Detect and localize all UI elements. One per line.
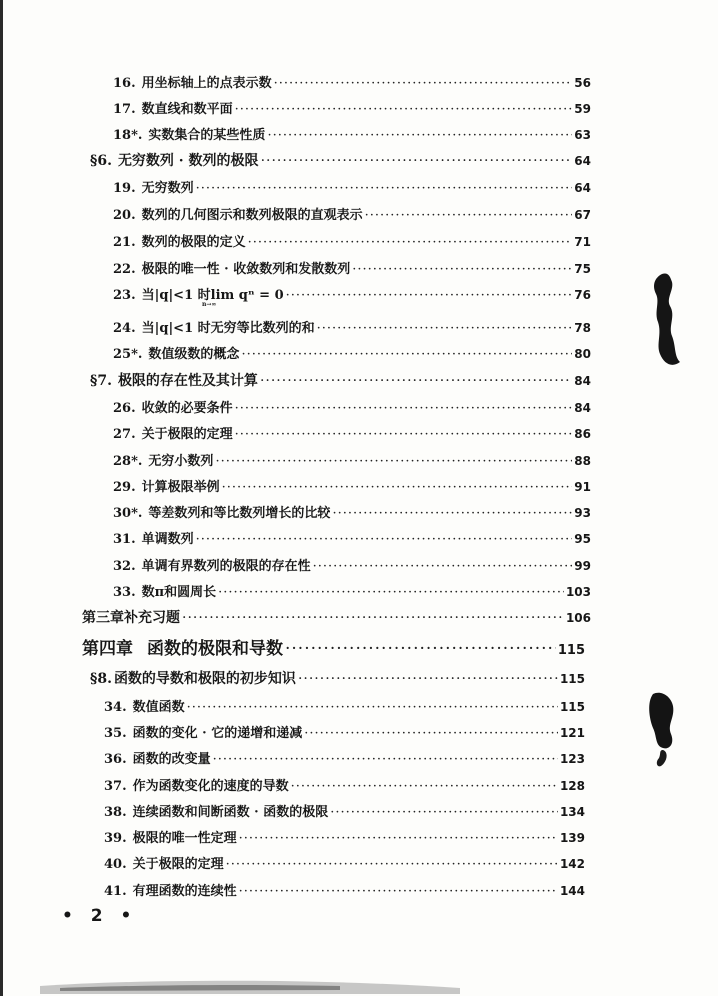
leader-dots <box>304 726 558 741</box>
toc-entry <box>113 502 591 521</box>
entry-title: 数直线和数平面 <box>141 102 233 117</box>
page-left-edge <box>0 0 3 996</box>
entry-number: 25*. <box>113 347 143 362</box>
toc-entry <box>113 204 591 223</box>
leader-dots <box>267 128 572 143</box>
entry-page: 103 <box>565 585 591 599</box>
entry-page: 93 <box>574 506 591 520</box>
leader-dots <box>218 585 564 600</box>
toc-entry <box>113 397 591 416</box>
toc-section <box>90 668 585 688</box>
entry-number: 28*. <box>113 454 143 469</box>
toc-entry <box>104 722 585 741</box>
leader-dots <box>196 532 573 547</box>
toc-entry <box>113 476 591 495</box>
entry-title: 数列的几何图示和数列极限的直观表示 <box>141 208 363 223</box>
toc-entry <box>113 423 591 442</box>
entry-title: 作为函数变化的速度的导数 <box>132 779 289 794</box>
entry-number: 31. <box>113 532 136 547</box>
toc-section <box>90 370 591 390</box>
entry-page: 123 <box>559 752 585 766</box>
entry-title: 数π和圆周长 <box>141 585 217 600</box>
entry-number: 38. <box>104 805 127 820</box>
entry-title: 计算极限举例 <box>141 480 220 495</box>
entry-number: 26. <box>113 401 136 416</box>
leader-dots <box>241 347 572 362</box>
leader-dots <box>213 752 558 767</box>
leader-dots <box>332 506 572 521</box>
toc-entry <box>104 775 585 794</box>
toc-entry <box>113 124 591 143</box>
entry-number: 18*. <box>113 128 143 143</box>
section-page: 64 <box>574 154 591 168</box>
entry-number: 21. <box>113 235 136 250</box>
section-title: 极限的存在性及其计算 <box>117 373 258 389</box>
toc-entry <box>104 748 585 767</box>
toc-entry <box>113 450 591 469</box>
entry-page: 88 <box>574 454 591 468</box>
entry-number: 20. <box>113 208 136 223</box>
entry-number: 37. <box>104 779 127 794</box>
entry-number: 29. <box>113 480 136 495</box>
entry-page: 144 <box>559 884 585 898</box>
entry-title: 无穷数列 <box>141 181 194 196</box>
entry-title: 函数的改变量 <box>132 752 211 767</box>
section-page: 115 <box>559 672 585 686</box>
toc-supplement <box>82 607 591 627</box>
entry-title: 极限的唯一性 · 收敛数列和发散数列 <box>141 262 351 277</box>
section-number: §6. <box>90 153 112 169</box>
supplement-title: 第三章补充习题 <box>82 610 180 626</box>
entry-page: 56 <box>574 76 591 90</box>
entry-title: 连续函数和间断函数 · 函数的极限 <box>132 805 329 820</box>
chapter-page: 115 <box>557 643 585 658</box>
entry-number: 32. <box>113 559 136 574</box>
entry-number: 19. <box>113 181 136 196</box>
chapter-number: 第四章 <box>82 639 133 659</box>
leader-dots <box>285 639 556 659</box>
entry-number: 34. <box>104 700 127 715</box>
leader-dots <box>239 884 558 899</box>
leader-dots <box>298 671 558 687</box>
entry-number: 30*. <box>113 506 143 521</box>
section-number: §8. <box>90 671 112 687</box>
leader-dots <box>330 805 558 820</box>
toc-entry <box>104 853 585 872</box>
entry-title: 等差数列和等比数列增长的比较 <box>148 506 331 521</box>
entry-page: 63 <box>574 128 591 142</box>
entry-number: 36. <box>104 752 127 767</box>
toc-entry <box>104 827 585 846</box>
entry-page: 78 <box>574 321 591 335</box>
entry-number: 39. <box>104 831 127 846</box>
entry-page: 86 <box>574 427 591 441</box>
entry-number: 40. <box>104 857 127 872</box>
section-number: §7. <box>90 373 112 389</box>
section-title: 函数的导数和极限的初步知识 <box>113 671 296 687</box>
entry-title: 当|q|<1 时无穷等比数列的和 <box>141 321 315 336</box>
entry-title: 有理函数的连续性 <box>132 884 237 899</box>
ink-smudge <box>650 272 690 372</box>
entry-page: 75 <box>574 262 591 276</box>
toc-entry <box>104 880 585 899</box>
toc-entry <box>104 696 585 715</box>
leader-dots <box>196 181 573 196</box>
leader-dots <box>313 559 573 574</box>
toc-entry <box>113 98 591 117</box>
limit-subscript: n→∞ <box>202 301 217 308</box>
leader-dots <box>235 401 573 416</box>
entry-page: 91 <box>574 480 591 494</box>
leader-dots <box>235 427 573 442</box>
leader-dots <box>260 373 572 389</box>
bottom-smudge <box>40 968 460 994</box>
toc-entry <box>113 231 591 250</box>
toc-entry <box>113 284 591 303</box>
entry-page: 76 <box>574 288 591 302</box>
entry-page: 139 <box>559 831 585 845</box>
entry-page: 95 <box>574 532 591 546</box>
section-page: 84 <box>574 374 591 388</box>
leader-dots <box>286 288 573 303</box>
entry-number: 23. <box>113 288 136 303</box>
entry-number: 22. <box>113 262 136 277</box>
toc-entry <box>104 801 585 820</box>
entry-title: 实数集合的某些性质 <box>148 128 266 143</box>
toc-entry <box>113 528 591 547</box>
entry-page: 134 <box>559 805 585 819</box>
leader-dots <box>261 153 573 169</box>
toc-entry <box>113 317 591 336</box>
toc-entry <box>113 581 591 600</box>
leader-dots <box>239 831 558 846</box>
entry-page: 67 <box>574 208 591 222</box>
entry-title: 单调有界数列的极限的存在性 <box>141 559 311 574</box>
entry-page: 128 <box>559 779 585 793</box>
entry-number: 17. <box>113 102 136 117</box>
entry-page: 84 <box>574 401 591 415</box>
entry-title: 关于极限的定理 <box>141 427 233 442</box>
entry-title: 数值函数 <box>132 700 185 715</box>
supplement-page: 106 <box>565 611 591 625</box>
ink-smudge <box>645 688 685 778</box>
entry-title: 单调数列 <box>141 532 194 547</box>
entry-page: 71 <box>574 235 591 249</box>
entry-number: 24. <box>113 321 136 336</box>
leader-dots <box>222 480 573 495</box>
entry-page: 142 <box>559 857 585 871</box>
entry-title: 收敛的必要条件 <box>141 401 233 416</box>
entry-title: 数列的极限的定义 <box>141 235 246 250</box>
entry-page: 121 <box>559 726 585 740</box>
entry-title: 数值级数的概念 <box>148 347 240 362</box>
toc-section <box>90 150 591 170</box>
leader-dots <box>291 779 558 794</box>
entry-page: 64 <box>574 181 591 195</box>
leader-dots <box>187 700 558 715</box>
entry-number: 27. <box>113 427 136 442</box>
entry-title: 函数的变化 · 它的递增和递减 <box>132 726 303 741</box>
entry-number: 16. <box>113 76 136 91</box>
leader-dots <box>274 76 573 91</box>
entry-page: 115 <box>559 700 585 714</box>
toc-entry <box>113 258 591 277</box>
leader-dots <box>235 102 573 117</box>
page-number: • 2 • <box>62 906 138 926</box>
leader-dots <box>365 208 573 223</box>
section-title: 无穷数列 · 数列的极限 <box>117 153 259 169</box>
entry-title: 无穷小数列 <box>148 454 214 469</box>
leader-dots <box>182 610 564 626</box>
toc-entry <box>113 72 591 91</box>
toc-chapter <box>82 634 585 659</box>
entry-page: 99 <box>574 559 591 573</box>
entry-title: 用坐标轴上的点表示数 <box>141 76 272 91</box>
leader-dots <box>248 235 573 250</box>
entry-number: 41. <box>104 884 127 899</box>
entry-title: 当|q|<1 时lim qⁿ = 0 <box>141 288 284 303</box>
leader-dots <box>215 454 572 469</box>
entry-number: 35. <box>104 726 127 741</box>
chapter-title: 函数的极限和导数 <box>147 639 283 659</box>
toc-entry <box>113 343 591 362</box>
entry-number: 33. <box>113 585 136 600</box>
entry-title: 关于极限的定理 <box>132 857 224 872</box>
leader-dots <box>226 857 558 872</box>
entry-page: 80 <box>574 347 591 361</box>
leader-dots <box>317 321 573 336</box>
toc-entry <box>113 177 591 196</box>
entry-page: 59 <box>574 102 591 116</box>
entry-title: 极限的唯一性定理 <box>132 831 237 846</box>
toc-entry <box>113 555 591 574</box>
leader-dots <box>352 262 572 277</box>
